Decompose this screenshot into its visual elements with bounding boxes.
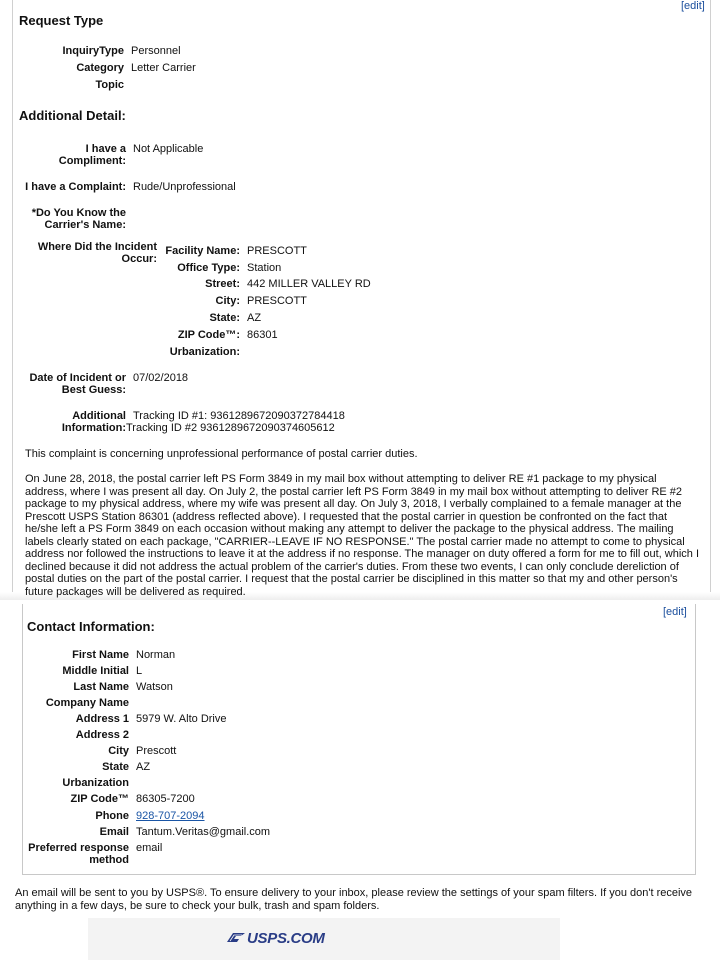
contact-city-value: Prescott [136, 745, 177, 757]
contact-zip-value: 86305-7200 [136, 793, 195, 805]
street-value: 442 MILLER VALLEY RD [247, 278, 371, 290]
first-name-value: Norman [136, 649, 176, 661]
middle-initial-label: Middle Initial [62, 665, 129, 677]
request-type-heading: Request Type [19, 13, 104, 28]
narrative-line: he/she left a PS Form 3849 on each occasion without making any attempt to deliver the package to the physical address. The mailing [25, 523, 674, 535]
narrative-line: declined because it did not address the actual problem of the carrier's duties. From these two events, I can only conclude dereliction of [25, 560, 679, 573]
email-label: Email [99, 826, 129, 838]
contact-city-label: City [108, 745, 129, 757]
last-name-label: Last Name [73, 681, 129, 693]
address1-label: Address 1 [75, 713, 129, 725]
request-edit-link[interactable] [681, 0, 705, 12]
category-label: Category [76, 62, 124, 74]
narrative-line: On June 28, 2018, the postal carrier left PS Form 3849 in my mail box without attempting to deliver RE #1 package to my physical [25, 473, 657, 485]
tracking-id-1: Tracking ID #1: 9361289672090372784418 [133, 410, 345, 422]
contact-state-value: AZ [136, 761, 151, 773]
category-value: Letter Carrier [131, 62, 196, 74]
narrative-line: address nor followed the instructions to leave it at the address if no response. The manager on duty offered a form for me to fill out, which I [25, 548, 700, 560]
additional-detail-heading: Additional Detail: [19, 108, 126, 123]
complaint-value: Rude/Unprofessional [133, 181, 236, 193]
email-notice-line1: An email will be sent to you by USPS®. To ensure delivery to your inbox, please review the settings of your spam filters. If you don't receive [15, 887, 693, 899]
preferred-response-label-line2: method [89, 854, 129, 866]
middle-initial-value: L [136, 665, 143, 677]
complaint-summary: This complaint is concerning unprofessional performance of postal carrier duties. [25, 448, 418, 460]
facility-name-value: PRESCOTT [247, 245, 307, 257]
contact-zip-label: ZIP Code™ [70, 793, 129, 805]
topic-label: Topic [95, 79, 124, 91]
zip-value: 86301 [247, 329, 278, 341]
usps-logo[interactable] [226, 930, 325, 947]
contact-state-label: State [102, 761, 129, 773]
usps-brand-text: USPS.COM [247, 930, 325, 947]
preferred-response-label-line1: Preferred response [28, 842, 129, 854]
address2-label: Address 2 [75, 729, 129, 741]
narrative-line: future packages will be delivered as required. [25, 585, 246, 598]
contact-info-heading: Contact Information: [27, 619, 155, 634]
state-value: AZ [247, 312, 262, 324]
narrative-line: labels clearly stated on each package, "CARRIER--LEAVE IF NO RESPONSE." The postal carrier made no attempt to come to physical [25, 535, 685, 548]
narrative-line: address, where I was present all day. On July 2, the postal carrier left PS Form 3849 in my mail box without attempting to deliver RE #2 [25, 485, 683, 498]
incident-location-label: Where Did the Incident Occur: [37, 241, 157, 265]
city-value: PRESCOTT [247, 295, 307, 307]
tracking-id-2: Tracking ID #2 9361289672090374605612 [126, 422, 335, 434]
compliment-value: Not Applicable [133, 143, 204, 155]
inquiry-type-label: InquiryType [62, 45, 124, 57]
complaint-label: I have a Complaint: [25, 181, 126, 193]
company-name-label: Company Name [45, 697, 129, 709]
address1-value: 5979 W. Alto Drive [136, 713, 227, 725]
preferred-response-value: email [136, 842, 163, 854]
contact-edit-text[interactable]: [edit] [663, 606, 687, 618]
email-notice-line2: anything in a few days, be sure to check your bulk, trash and spam folders. [15, 899, 380, 912]
street-label: Street: [205, 278, 240, 290]
request-edit-text[interactable]: [edit] [681, 0, 705, 12]
zip-label: ZIP Code™: [177, 329, 240, 341]
preferred-response-label [28, 842, 129, 866]
contact-urbanization-label: Urbanization [62, 777, 129, 789]
narrative-line: Prescott USPS Station 86301 (address reflected above). I requested that the postal carrier in question be confronted on the fact that [25, 510, 668, 523]
additional-info-label: Additional Information: [61, 410, 126, 434]
phone-link[interactable]: 928-707-2094 [136, 810, 205, 822]
compliment-label: I have a Compliment: [58, 143, 126, 167]
city-label: City: [215, 295, 240, 307]
carrier-name-label: *Do You Know the Carrier's Name: [31, 207, 126, 231]
complaint-narrative [25, 473, 700, 598]
last-name-value: Watson [136, 681, 173, 693]
phone-label: Phone [95, 810, 129, 822]
incident-date-value: 07/02/2018 [133, 372, 189, 384]
office-type-label: Office Type: [177, 262, 240, 274]
narrative-line: postal duties on the part of the postal carrier. I request that the postal carrier be disciplined in this matter so that my and other person's [25, 573, 678, 585]
incident-date-label: Date of Incident or Best Guess: [29, 372, 126, 396]
contact-edit-link[interactable] [663, 606, 687, 618]
first-name-label: First Name [72, 649, 129, 661]
office-type-value: Station [247, 262, 282, 274]
email-value: Tantum.Veritas@gmail.com [136, 826, 271, 838]
eagle-icon [226, 932, 246, 944]
facility-name-label: Facility Name: [165, 245, 240, 257]
inquiry-type-value: Personnel [131, 45, 181, 57]
state-label: State: [209, 312, 240, 324]
email-notice [15, 887, 705, 912]
narrative-line: package to my physical address, where my wife was present all day. On July 3, 2018, I verbally complained to a female manager at the [25, 498, 682, 510]
urbanization-label: Urbanization: [169, 346, 240, 358]
